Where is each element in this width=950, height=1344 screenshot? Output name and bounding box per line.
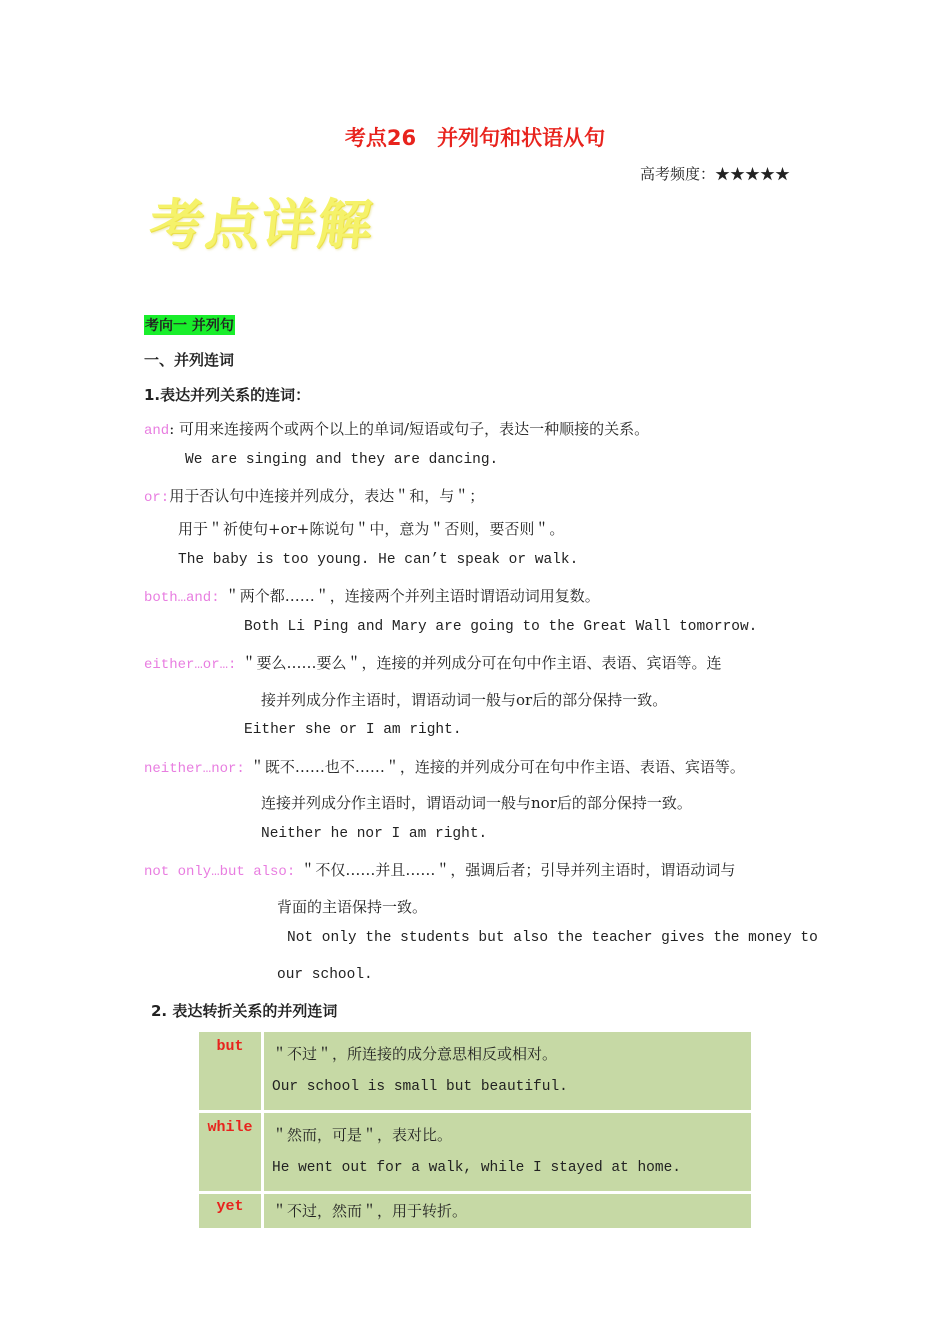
keyword-or: or:: [144, 490, 170, 506]
entry-either-or: [144, 652, 722, 673]
table-cell-desc: ＂不过，然而＂，用于转折。: [272, 1202, 468, 1220]
desc-not-only-but-also: ＂不仅……并且……＂，强调后者；引导并列主语时，谓语动词与: [300, 861, 736, 879]
heading-parallel-conjunctions: 1.表达并列关系的连词：: [144, 386, 311, 404]
desc-not-only-but-also-2: 背面的主语保持一致。: [277, 898, 428, 916]
keyword-both-and: both…and:: [144, 590, 220, 606]
entry-neither-nor: [144, 756, 745, 777]
keyword-and: and: [144, 423, 170, 439]
example-neither-nor: Neither he nor I am right.: [261, 826, 488, 842]
heading-coordinating-conjunctions: 一、并列连词: [144, 351, 235, 369]
keyword-not-only-but-also: not only…but also:: [144, 864, 296, 880]
section-banner: 考点详解: [146, 192, 377, 256]
entry-both-and: [144, 585, 600, 606]
desc-either-or-2: 接并列成分作主语时，谓语动词一般与or后的部分保持一致。: [261, 691, 668, 709]
table-cell-content: [264, 1113, 751, 1191]
table-cell-desc: ＂然而，可是＂，表对比。: [272, 1126, 453, 1144]
adversative-conjunction-table: [196, 1029, 754, 1231]
entry-or: [144, 485, 484, 506]
frequency-rating: 高考频度：★★★★★: [640, 165, 791, 183]
desc-and: : 可用来连接两个或两个以上的单词/短语或句子，表达一种顺接的关系。: [169, 420, 650, 438]
example-or: The baby is too young. He can’t speak or walk.: [178, 552, 579, 568]
table-cell-word: but: [199, 1032, 261, 1110]
section-label: 考向一 并列句: [144, 315, 235, 335]
example-not-only-but-also: Not only the students but also the teacher gives the money to: [287, 930, 818, 946]
example-either-or: Either she or I am right.: [244, 722, 462, 738]
table-row: [199, 1194, 751, 1228]
heading-adversative-conjunctions: 2. 表达转折关系的并列连词: [151, 1002, 338, 1020]
example-not-only-but-also-2: our school.: [277, 967, 373, 983]
desc-neither-nor-2: 连接并列成分作主语时，谓语动词一般与nor后的部分保持一致。: [261, 794, 692, 812]
table-cell-example: He went out for a walk, while I stayed at home.: [272, 1160, 681, 1176]
desc-neither-nor: ＂既不……也不……＂，连接的并列成分可在句中作主语、表语、宾语等。: [249, 758, 745, 776]
keyword-either-or: either…or…:: [144, 657, 237, 673]
example-and: We are singing and they are dancing.: [185, 452, 499, 468]
page-title: 考点26 并列句和状语从句: [344, 126, 606, 150]
entry-not-only-but-also: [144, 859, 735, 880]
entry-and: [144, 418, 649, 439]
desc-either-or: ＂要么……要么＂，连接的并列成分可在句中作主语、表语、宾语等。连: [241, 654, 722, 672]
keyword-neither-nor: neither…nor:: [144, 761, 245, 777]
desc-or: 用于否认句中连接并列成分，表达＂和，与＂；: [169, 487, 485, 505]
table-cell-word: yet: [199, 1194, 261, 1228]
table-row: [199, 1032, 751, 1110]
table-cell-content: [264, 1194, 751, 1228]
desc-or-2: 用于＂祈使句+or+陈说句＂中，意为＂否则，要否则＂。: [178, 520, 565, 538]
table-row: [199, 1113, 751, 1191]
table-cell-desc: ＂不过＂，所连接的成分意思相反或相对。: [272, 1045, 558, 1063]
desc-both-and: ＂两个都……＂，连接两个并列主语时谓语动词用复数。: [224, 587, 600, 605]
table-cell-example: Our school is small but beautiful.: [272, 1079, 568, 1095]
table-cell-content: [264, 1032, 751, 1110]
table-cell-word: while: [199, 1113, 261, 1191]
example-both-and: Both Li Ping and Mary are going to the Great Wall tomorrow.: [244, 619, 758, 635]
